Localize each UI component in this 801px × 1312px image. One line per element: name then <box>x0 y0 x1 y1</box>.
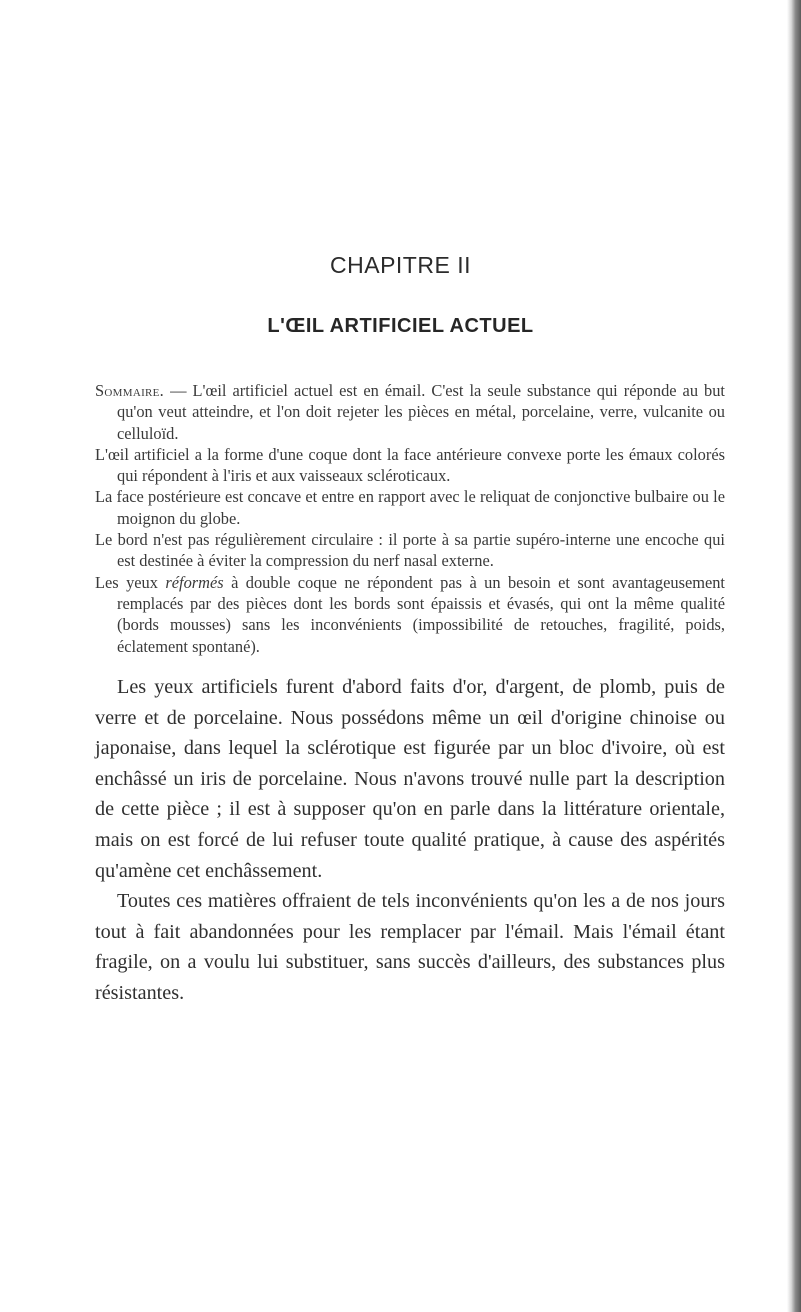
summary-item-text: à double coque ne répondent pas à un besoin et sont avantageusement remplacés par des pièces dont les bords sont épaissis et évasés, qui ont la même qualité (bords mousses) sans les inconvénients (impossibilité de retouches, fragilité, poids, éclatement spontané). <box>117 572 725 656</box>
summary-item <box>95 380 725 444</box>
chapter-summary <box>95 380 725 657</box>
summary-item-text: Les yeux <box>95 572 158 592</box>
body-paragraph: Les yeux artificiels furent d'abord faits d'or, d'argent, de plomb, puis de verre et de porcelaine. Nous possédons même un œil d'origine chinoise ou japonaise, dans lequel la sclérotique est figurée par un bloc d'ivoire, où est enchâssé un iris de porcelaine. Nous n'avons trouvé nulle part la description de cette pièce ; il est à supposer qu'on en parle dans la littérature orientale, mais on est forcé de lui refuser toute qualité pratique, à cause des aspérités qu'amène cet enchâssement. <box>95 676 725 882</box>
body-text <box>95 672 725 1009</box>
summary-item-emphasis: réformés <box>165 572 224 592</box>
summary-item <box>95 572 725 657</box>
summary-item-text: — L'œil artificiel actuel est en émail. C'est la seule substance qui réponde au but qu'on veut atteindre, et l'on doit rejeter les pièces en métal, porcelaine, verre, vulcanite ou celluloïd. <box>117 381 725 443</box>
summary-item: Le bord n'est pas régulièrement circulaire : il porte à sa partie supéro-interne une encoche qui est destinée à éviter la compression du nerf nasal externe. <box>95 530 725 571</box>
summary-item: La face postérieure est concave et entre en rapport avec le reliquat de conjonctive bulbaire ou le moignon du globe. <box>95 487 725 528</box>
chapter-number: CHAPITRE II <box>330 252 471 278</box>
chapter-title: L'ŒIL ARTIFICIEL ACTUEL <box>267 315 534 337</box>
summary-label: Sommaire. <box>95 381 165 400</box>
summary-item: L'œil artificiel a la forme d'une coque dont la face antérieure convexe porte les émaux colorés qui répondent à l'iris et aux vaisseaux scléroticaux. <box>95 444 725 486</box>
scanned-page-edge <box>787 0 801 1312</box>
body-paragraph: Toutes ces matières offraient de tels inconvénients qu'on les a de nos jours tout à fait abandonnées pour les remplacer par l'émail. Mais l'émail étant fragile, on a voulu lui substituer, sans succès d'ailleurs, des substances plus résistantes. <box>95 890 725 1004</box>
